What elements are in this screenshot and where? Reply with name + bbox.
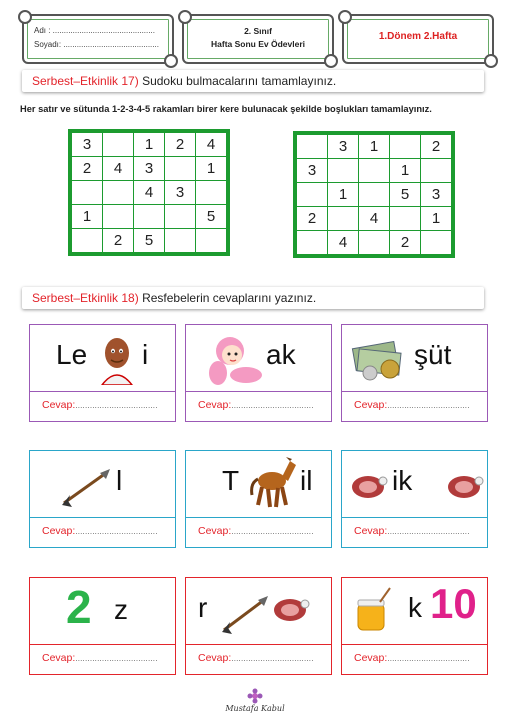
section-18-title: Resfebelerin cevaplarını yazınız.: [142, 291, 317, 305]
rebus-card-6: [341, 450, 488, 548]
rebus-text: ak: [266, 339, 296, 370]
rebus-text: k: [408, 592, 422, 623]
sudoku-cell[interactable]: [196, 181, 227, 205]
rebus-text: ik: [392, 465, 413, 496]
title-box: [182, 14, 334, 64]
rebus-card-2: [185, 324, 332, 422]
rebus-card-7: [29, 577, 176, 675]
grade-label: 2. Sınıf: [244, 26, 272, 36]
sudoku-cell[interactable]: [72, 229, 103, 253]
rebus-card-3: [341, 324, 488, 422]
horse-icon: [246, 453, 298, 511]
rebus-card-5: [185, 450, 332, 548]
sudoku-cell: 5: [390, 183, 421, 207]
rebus-card-4: [29, 450, 176, 548]
answer-field[interactable]: Cevap:..................................: [42, 399, 158, 411]
author-name: Mustafa Kabul: [225, 704, 285, 713]
answer-field[interactable]: Cevap:..................................: [198, 652, 314, 664]
sudoku-cell[interactable]: [421, 231, 452, 255]
sudoku-cell: 1: [72, 205, 103, 229]
term-box: [342, 14, 494, 64]
sudoku-cell[interactable]: [165, 157, 196, 181]
sudoku-cell[interactable]: [196, 229, 227, 253]
sudoku-cell: 4: [359, 207, 390, 231]
rebus-text: l: [116, 465, 123, 496]
homework-title: Hafta Sonu Ev Ödevleri: [211, 39, 305, 49]
sudoku-cell[interactable]: [421, 159, 452, 183]
sudoku-grid-2: [293, 131, 455, 258]
answer-field[interactable]: Cevap:..................................: [198, 399, 314, 411]
rebus-text: i: [142, 339, 149, 370]
sudoku-cell: 4: [103, 157, 134, 181]
sudoku-cell: 5: [134, 229, 165, 253]
rebus-text: r: [198, 592, 208, 623]
rebus-text: z: [114, 594, 128, 625]
author-signature: [0, 688, 510, 713]
answer-field[interactable]: Cevap:..................................: [354, 525, 470, 537]
answer-field[interactable]: Cevap:..................................: [42, 525, 158, 537]
sudoku-cell: 1: [359, 135, 390, 159]
sudoku-cell[interactable]: [103, 133, 134, 157]
rebus-text: Le: [56, 339, 88, 370]
sudoku-cell[interactable]: [390, 207, 421, 231]
sudoku-cell[interactable]: [359, 159, 390, 183]
sudoku-cell: 3: [297, 159, 328, 183]
sudoku-cell: 4: [196, 133, 227, 157]
rebus-card-1: [29, 324, 176, 422]
sudoku-cell: 2: [390, 231, 421, 255]
sudoku-cell[interactable]: [390, 135, 421, 159]
meat-icon: [272, 596, 312, 624]
arrow-icon: [58, 465, 114, 509]
rebus-text: şüt: [414, 339, 452, 370]
meat-icon: [446, 473, 484, 501]
rebus-text: il: [300, 465, 313, 496]
arrow-icon: [218, 592, 270, 636]
sudoku-cell: 2: [165, 133, 196, 157]
sudoku-grid-1: [68, 129, 230, 256]
section-17-title: Sudoku bulmacalarını tamamlayınız.: [142, 74, 337, 88]
number-ten-icon: 10: [430, 580, 477, 627]
sudoku-cell[interactable]: [359, 183, 390, 207]
rebus-text: T: [222, 465, 240, 496]
section-17-bar: [22, 70, 484, 92]
sudoku-instruction: Her satır ve sütunda 1-2-3-4-5 rakamları birer kere bulunacak şekilde boşlukları tamamlayınız.: [20, 104, 432, 114]
surname-field-label[interactable]: Soyadı: ...........................................: [34, 40, 159, 49]
meat-icon: [350, 473, 388, 501]
name-box: [22, 14, 174, 64]
name-field-label[interactable]: Adı : ..............................................: [34, 26, 155, 35]
term-label: 1.Dönem 2.Hafta: [378, 31, 458, 42]
rebus-card-8: [185, 577, 332, 675]
section-17-tag: Serbest–Etkinlik 17): [32, 74, 139, 88]
sudoku-cell: 2: [103, 229, 134, 253]
answer-field[interactable]: Cevap:..................................: [354, 399, 470, 411]
flower-icon: [247, 688, 263, 704]
sudoku-cell: 5: [196, 205, 227, 229]
sudoku-cell: 2: [297, 207, 328, 231]
sudoku-cell: 1: [196, 157, 227, 181]
rebus-card-9: [341, 577, 488, 675]
sudoku-cell[interactable]: [297, 183, 328, 207]
money-icon: [350, 341, 406, 381]
sudoku-cell: 4: [328, 231, 359, 255]
sudoku-cell: 2: [72, 157, 103, 181]
girl-icon: [206, 331, 264, 387]
sudoku-cell: 2: [421, 135, 452, 159]
sudoku-cell: 3: [421, 183, 452, 207]
sudoku-cell: 4: [134, 181, 165, 205]
sudoku-cell: 3: [134, 157, 165, 181]
sudoku-cell[interactable]: [328, 207, 359, 231]
sudoku-cell[interactable]: [165, 229, 196, 253]
answer-field[interactable]: Cevap:..................................: [354, 652, 470, 664]
sudoku-cell: 3: [165, 181, 196, 205]
sudoku-cell: 1: [421, 207, 452, 231]
answer-field[interactable]: Cevap:..................................: [198, 525, 314, 537]
sudoku-cell[interactable]: [165, 205, 196, 229]
sudoku-cell[interactable]: [103, 181, 134, 205]
sudoku-cell[interactable]: [103, 205, 134, 229]
sudoku-cell: 1: [134, 133, 165, 157]
sudoku-cell: 3: [328, 135, 359, 159]
digit-two-icon: 2: [66, 581, 92, 633]
sudoku-cell: 1: [328, 183, 359, 207]
sudoku-cell[interactable]: [328, 159, 359, 183]
answer-field[interactable]: Cevap:..................................: [42, 652, 158, 664]
section-18-bar: [22, 287, 484, 309]
sudoku-cell[interactable]: [297, 231, 328, 255]
sudoku-cell[interactable]: [72, 181, 103, 205]
sudoku-cell[interactable]: [134, 205, 165, 229]
sudoku-cell: 3: [72, 133, 103, 157]
sudoku-cell: 1: [390, 159, 421, 183]
sudoku-cell[interactable]: [297, 135, 328, 159]
boy-icon: [96, 331, 138, 385]
sudoku-cell[interactable]: [359, 231, 390, 255]
honey-icon: [352, 586, 392, 634]
section-18-tag: Serbest–Etkinlik 18): [32, 291, 139, 305]
